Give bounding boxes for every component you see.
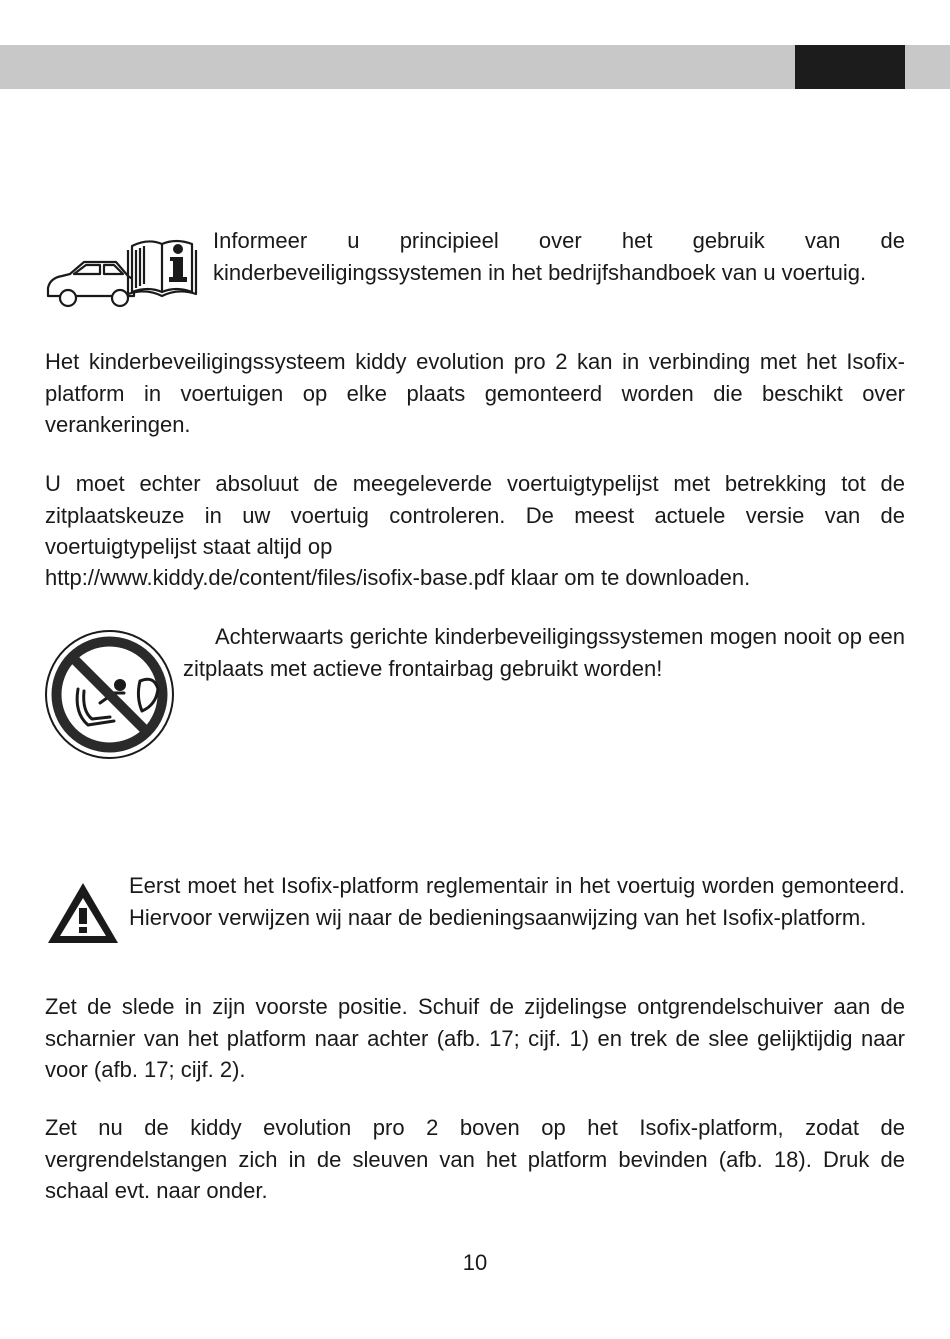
warning-triangle-icon	[45, 880, 121, 946]
paragraph-isofix-mounting: Het kinderbeveiligingssysteem kiddy evolution pro 2 kan in verbinding met het Isofix-platform in voertuigen op elke plaats gemonteerd worden die beschikt over verankeringen.	[45, 349, 905, 437]
download-link[interactable]: http://www.kiddy.de/content/files/isofix-base.pdf klaar om te downloaden.	[45, 565, 751, 590]
no-rear-facing-seat-airbag-icon	[44, 629, 175, 760]
car-manual-info-icon	[44, 234, 200, 316]
airbag-warning-note: Achterwaarts gerichte kinderbeveiligingssystemen mogen nooit op een zitplaats met actieve frontairbag gebruikt worden!	[183, 624, 905, 681]
paragraph-place-seat: Zet nu de kiddy evolution pro 2 boven op het Isofix-platform, zodat de vergrendelstangen zich in de sleuven van het platform bevinden (afb. 18). Druk de schaal evt. naar onder.	[45, 1115, 905, 1203]
isofix-warning-note: Eerst moet het Isofix-platform reglementair in het voertuig worden gemonteerd. Hiervoor verwijzen wij naar de bedieningsaanwijzing van het Isofix-platform.	[129, 873, 905, 930]
vehicle-list-text: U moet echter absoluut de meegeleverde voertuigtypelijst met betrekking tot de zitplaatskeuze in uw voertuig controleren. De meest actuele versie van de voertuigtypelijst staat altijd op	[45, 471, 905, 559]
page-number: 10	[462, 1250, 488, 1275]
manual-info-note: Informeer u principieel over het gebruik van de kinderbeveiligingssystemen in het bedrijfshandboek van u voertuig.	[213, 228, 905, 285]
header-accent-block	[795, 45, 905, 89]
paragraph-sled-release: Zet de slede in zijn voorste positie. Schuif de zijdelingse ontgrendelschuiver aan de scharnier van het platform naar achter (afb. 17; cijf. 1) en trek de slee gelijktijdig naar voor (afb. 17; cijf. 2).	[45, 994, 905, 1082]
